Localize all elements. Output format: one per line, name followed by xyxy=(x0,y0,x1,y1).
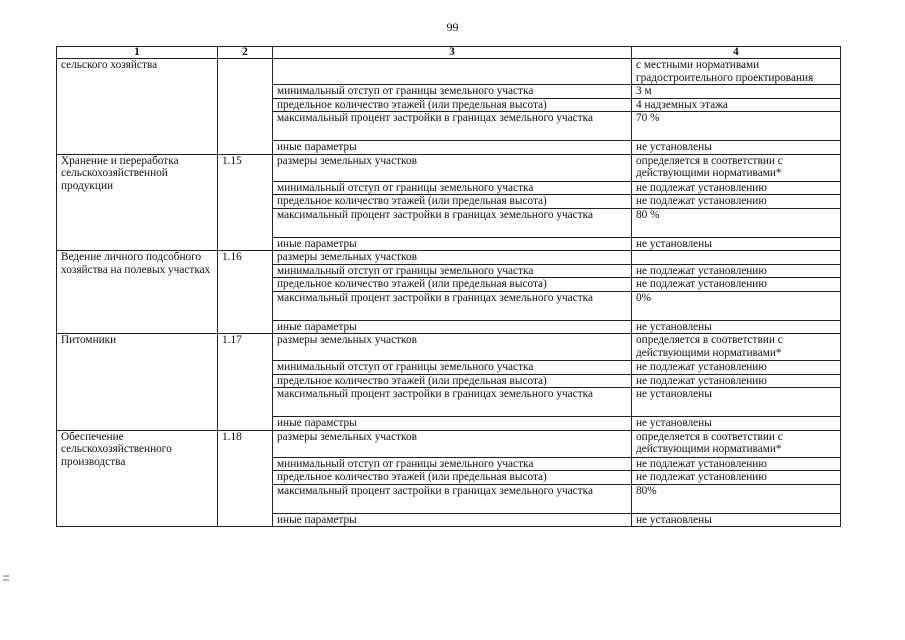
group-name: сельского хозяйства xyxy=(57,59,218,155)
group-code: 1.17 xyxy=(218,334,273,431)
value-cell: 3 м xyxy=(632,85,841,99)
param-cell: иные параметры xyxy=(273,320,632,334)
value-cell: не установлены xyxy=(632,417,841,431)
margin-mark xyxy=(3,573,9,585)
param-cell: максимальный процент застройки в границах земельного участка xyxy=(273,388,632,417)
table-row xyxy=(57,59,841,85)
param-cell: предельное количество этажей (или предельная высота) xyxy=(273,195,632,209)
value-cell: определяется в соответствии с действующими нормативами* xyxy=(632,430,841,457)
param-cell: иные параметры xyxy=(273,513,632,527)
column-header-2: 2 xyxy=(218,47,273,59)
column-header-1: 1 xyxy=(57,47,218,59)
param-cell: предельное количество этажей (или предельная высота) xyxy=(273,374,632,388)
value-cell: не установлены xyxy=(632,320,841,334)
param-cell: максимальный процент застройки в границах земельного участка xyxy=(273,484,632,513)
value-cell: не подлежат установлению xyxy=(632,195,841,209)
value-cell: не установлены xyxy=(632,388,841,417)
value-cell: не установлены xyxy=(632,513,841,527)
group-code xyxy=(218,59,273,155)
param-cell: размеры земельных участков xyxy=(273,334,632,361)
value-cell: не подлежат установлению xyxy=(632,181,841,195)
value-cell: не подлежат установлению xyxy=(632,361,841,375)
group-code: 1.16 xyxy=(218,251,273,334)
table-header-row xyxy=(57,47,841,59)
value-cell: определяется в соответствии с действующими нормативами* xyxy=(632,154,841,181)
param-cell: предельное количество этажей (или предельная высота) xyxy=(273,278,632,292)
param-cell: максимальный процент застройки в границах земельного участка xyxy=(273,208,632,237)
param-cell: размеры земельных участков xyxy=(273,430,632,457)
param-cell: максимальный процент застройки в границах земельного участка xyxy=(273,112,632,141)
group-name: Хранение и переработка сельскохозяйственной продукции xyxy=(57,154,218,251)
value-cell: не подлежат установлению xyxy=(632,278,841,292)
value-cell: не установлены xyxy=(632,237,841,251)
value-cell: определяется в соответствии с действующими нормативами* xyxy=(632,334,841,361)
param-cell: предельное количество этажей (или предельная высота) xyxy=(273,471,632,485)
param-cell: размеры земельных участков xyxy=(273,154,632,181)
param-cell: максимальный процент застройки в границах земельного участка xyxy=(273,291,632,320)
column-header-3: 3 xyxy=(273,47,632,59)
value-cell: не подлежат установлению xyxy=(632,374,841,388)
value-cell: не установлены xyxy=(632,141,841,155)
value-cell: не подлежат установлению xyxy=(632,264,841,278)
column-header-4: 4 xyxy=(632,47,841,59)
value-cell: 4 надземных этажа xyxy=(632,98,841,112)
group-code: 1.15 xyxy=(218,154,273,251)
group-name: Ведение личного подсобного хозяйства на полевых участках xyxy=(57,251,218,334)
value-cell xyxy=(632,251,841,265)
param-cell: иные параметры xyxy=(273,237,632,251)
param-cell: минимальный отступ от границы земельного участка xyxy=(273,264,632,278)
land-use-table xyxy=(56,46,841,527)
value-cell: 0% xyxy=(632,291,841,320)
value-cell: с местными нормативами градостроительного проектирования xyxy=(632,59,841,85)
param-cell: минимальный отступ от границы земельного участка xyxy=(273,181,632,195)
param-cell: иные параметры xyxy=(273,141,632,155)
group-name: Питомники xyxy=(57,334,218,431)
value-cell: не подлежат установлению xyxy=(632,457,841,471)
param-cell xyxy=(273,59,632,85)
table-row xyxy=(57,251,841,265)
param-cell: минимальный отступ от границы земельного участка xyxy=(273,457,632,471)
page-number: 99 xyxy=(446,20,459,34)
group-name: Обеспечение сельскохозяйственного производства xyxy=(57,430,218,527)
param-cell: предельное количество этажей (или предельная высота) xyxy=(273,98,632,112)
table-row xyxy=(57,154,841,181)
param-cell: размеры земельных участков xyxy=(273,251,632,265)
param-cell: минимальный отступ от границы земельного участка xyxy=(273,85,632,99)
group-code: 1.18 xyxy=(218,430,273,527)
param-cell: иные парамстры xyxy=(273,417,632,431)
value-cell: 80% xyxy=(632,484,841,513)
param-cell: минимальный отступ от границы земельного участка xyxy=(273,361,632,375)
value-cell: 70 % xyxy=(632,112,841,141)
table-row xyxy=(57,430,841,457)
value-cell: 80 % xyxy=(632,208,841,237)
value-cell: не подлежат установлению xyxy=(632,471,841,485)
table-row xyxy=(57,334,841,361)
